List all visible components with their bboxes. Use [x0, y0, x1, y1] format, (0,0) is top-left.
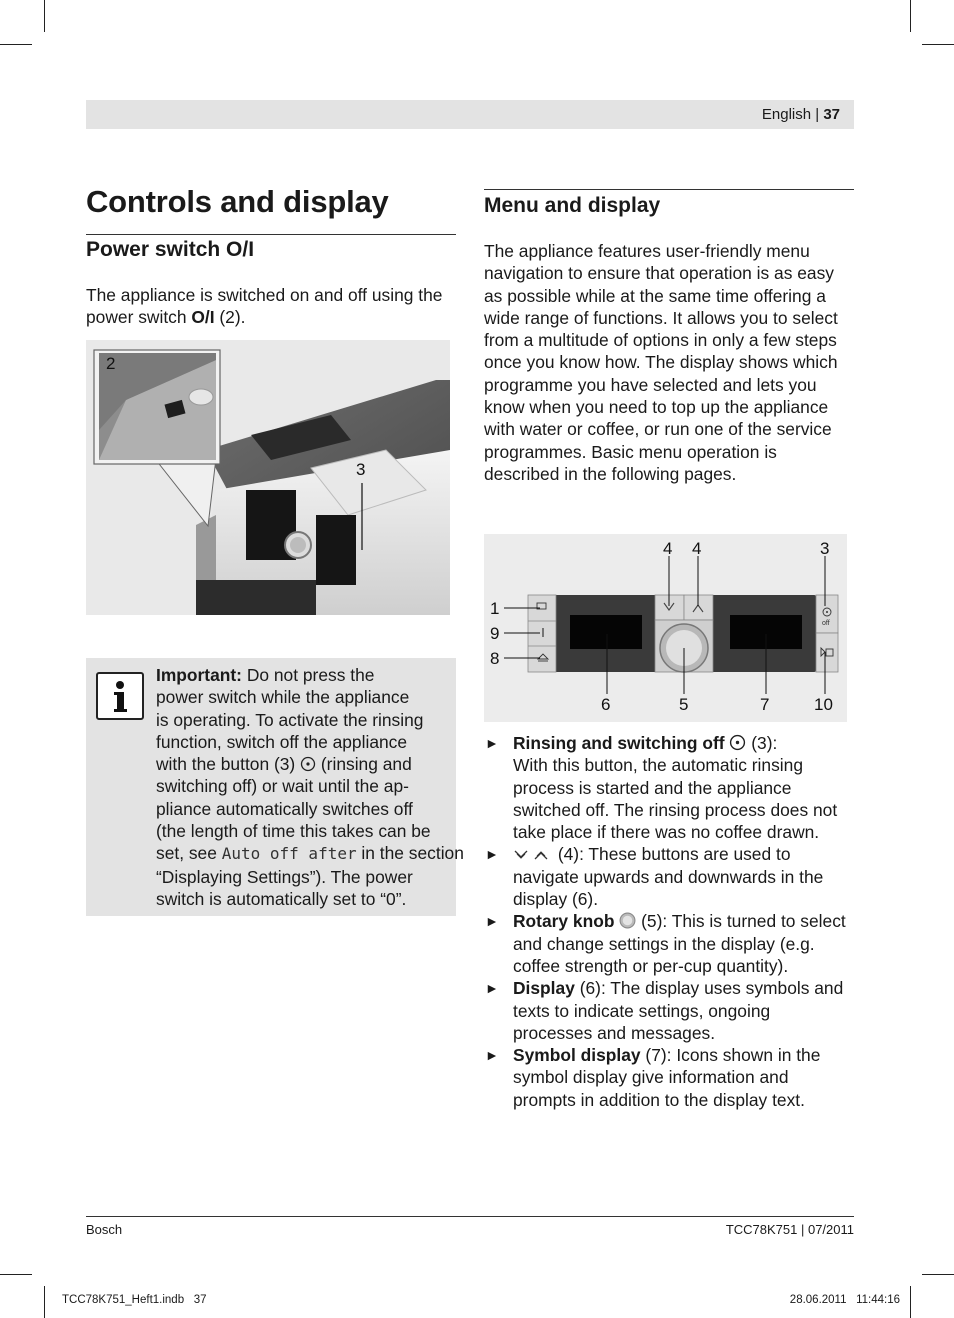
- bullet-arrow-icon: ►: [485, 846, 499, 863]
- off-label: off: [822, 620, 830, 627]
- crop-mark: [0, 1274, 32, 1275]
- crop-mark: [922, 44, 954, 45]
- inset-label: 2: [106, 354, 116, 373]
- label-1: 1: [490, 599, 500, 618]
- important-label: Important:: [156, 665, 242, 685]
- callout-label: 3: [356, 460, 366, 479]
- list-item: ► Rinsing and switching off (3): With this button, the automatic rinsing process is started and the appliance switched off. The rinsing process does not take place if there was no coffee drawn.: [485, 733, 838, 843]
- appliance-illustration: [86, 340, 450, 615]
- page-header: [86, 100, 854, 129]
- crop-mark: [0, 44, 32, 45]
- bullet-arrow-icon: ►: [485, 735, 499, 751]
- menu-display-text: The appliance features user-friendly menu navigation to ensure that operation is as easy as possible while at the same time offering a wide range of functions. It allows you to select from a multitude of options in only a few steps once you know how. The display shows which programme you have selected and lets you know when you need to top up the appliance with water or coffee, or run one of the service programmes. Basic menu operation is described in the following pages.: [484, 241, 838, 484]
- up-down-arrows-icon: [513, 848, 553, 862]
- footer-rule: [86, 1216, 854, 1217]
- label-7: 7: [760, 695, 770, 714]
- list-item: ► (4): These buttons are used to navigate upwards and downwards in the display (6).: [485, 844, 824, 910]
- rinse-off-icon: [729, 734, 746, 751]
- power-switch-heading: Power switch O/I: [86, 238, 255, 261]
- bullet-arrow-icon: ►: [485, 980, 499, 997]
- footer-model: TCC78K751 | 07/2011: [725, 1222, 854, 1237]
- important-notice: [86, 658, 464, 916]
- rinse-off-button[interactable]: [816, 595, 838, 633]
- power-switch-label: O/I: [191, 307, 215, 328]
- label-4b: 4: [692, 539, 702, 558]
- header-page-number: 37: [823, 106, 840, 123]
- label-3: 3: [820, 539, 830, 558]
- info-icon: [96, 672, 144, 720]
- slug-file: TCC78K751_Heft1.indb 37: [62, 1294, 207, 1306]
- header-language: English: [761, 106, 812, 123]
- crop-mark: [910, 0, 911, 32]
- crop-mark: [922, 1274, 954, 1275]
- section-rule: [86, 234, 456, 235]
- label-9: 9: [490, 624, 500, 643]
- label-10: 10: [814, 695, 833, 714]
- slug-date: 28.06.2011 11:44:16: [789, 1294, 900, 1306]
- list-item: ► Rotary knob (5): This is turned to select and change settings in the display (e.g. coffee strength or per-cup quantity).: [485, 911, 846, 976]
- label-5: 5: [679, 695, 689, 714]
- label-6: 6: [601, 695, 611, 714]
- rotary-knob-icon: [619, 912, 636, 929]
- control-panel-svg: [484, 534, 847, 722]
- control-panel-diagram: [484, 534, 847, 722]
- rinse-off-icon: [300, 756, 316, 772]
- bullet-arrow-icon: ►: [485, 913, 499, 930]
- label-8: 8: [490, 649, 500, 668]
- bullet-arrow-icon: ►: [485, 1047, 499, 1064]
- display-text-auto-off: Auto off after: [221, 844, 357, 864]
- page-title: Controls and display: [86, 184, 389, 219]
- power-switch-text: The appliance is switched on and off using the power switch O/I (2).: [86, 285, 443, 328]
- crop-mark: [910, 1286, 911, 1318]
- list-item: ► Display (6): The display uses symbols and texts to indicate settings, ongoing processes and messages.: [485, 978, 844, 1043]
- start-stop-button[interactable]: [816, 633, 838, 672]
- important-text: Important: Do not press the power switch while the appliance is operating. To activate the rinsing function, switch off the appliance with the button (3) (rinsing and switching off) or wait until the ap- pliance automatically switches off (the length of time this takes can be set, see Auto off after in the section “Displaying Settings”). The power switch is automatically set to “0”.: [156, 665, 464, 909]
- section-rule: [484, 189, 854, 190]
- crop-mark: [44, 0, 45, 32]
- footer-brand: Bosch: [86, 1222, 123, 1237]
- crop-mark: [44, 1286, 45, 1318]
- appliance-photo: [86, 340, 450, 615]
- text-display: [570, 615, 642, 649]
- header-page-info: [762, 106, 840, 123]
- header-separator: |: [811, 106, 824, 123]
- feature-list: [484, 732, 854, 1111]
- menu-display-heading: Menu and display: [484, 194, 661, 217]
- list-item: ► Symbol display (7): Icons shown in the symbol display give information and prompts in addition to the display text.: [485, 1045, 821, 1110]
- label-4a: 4: [663, 539, 673, 558]
